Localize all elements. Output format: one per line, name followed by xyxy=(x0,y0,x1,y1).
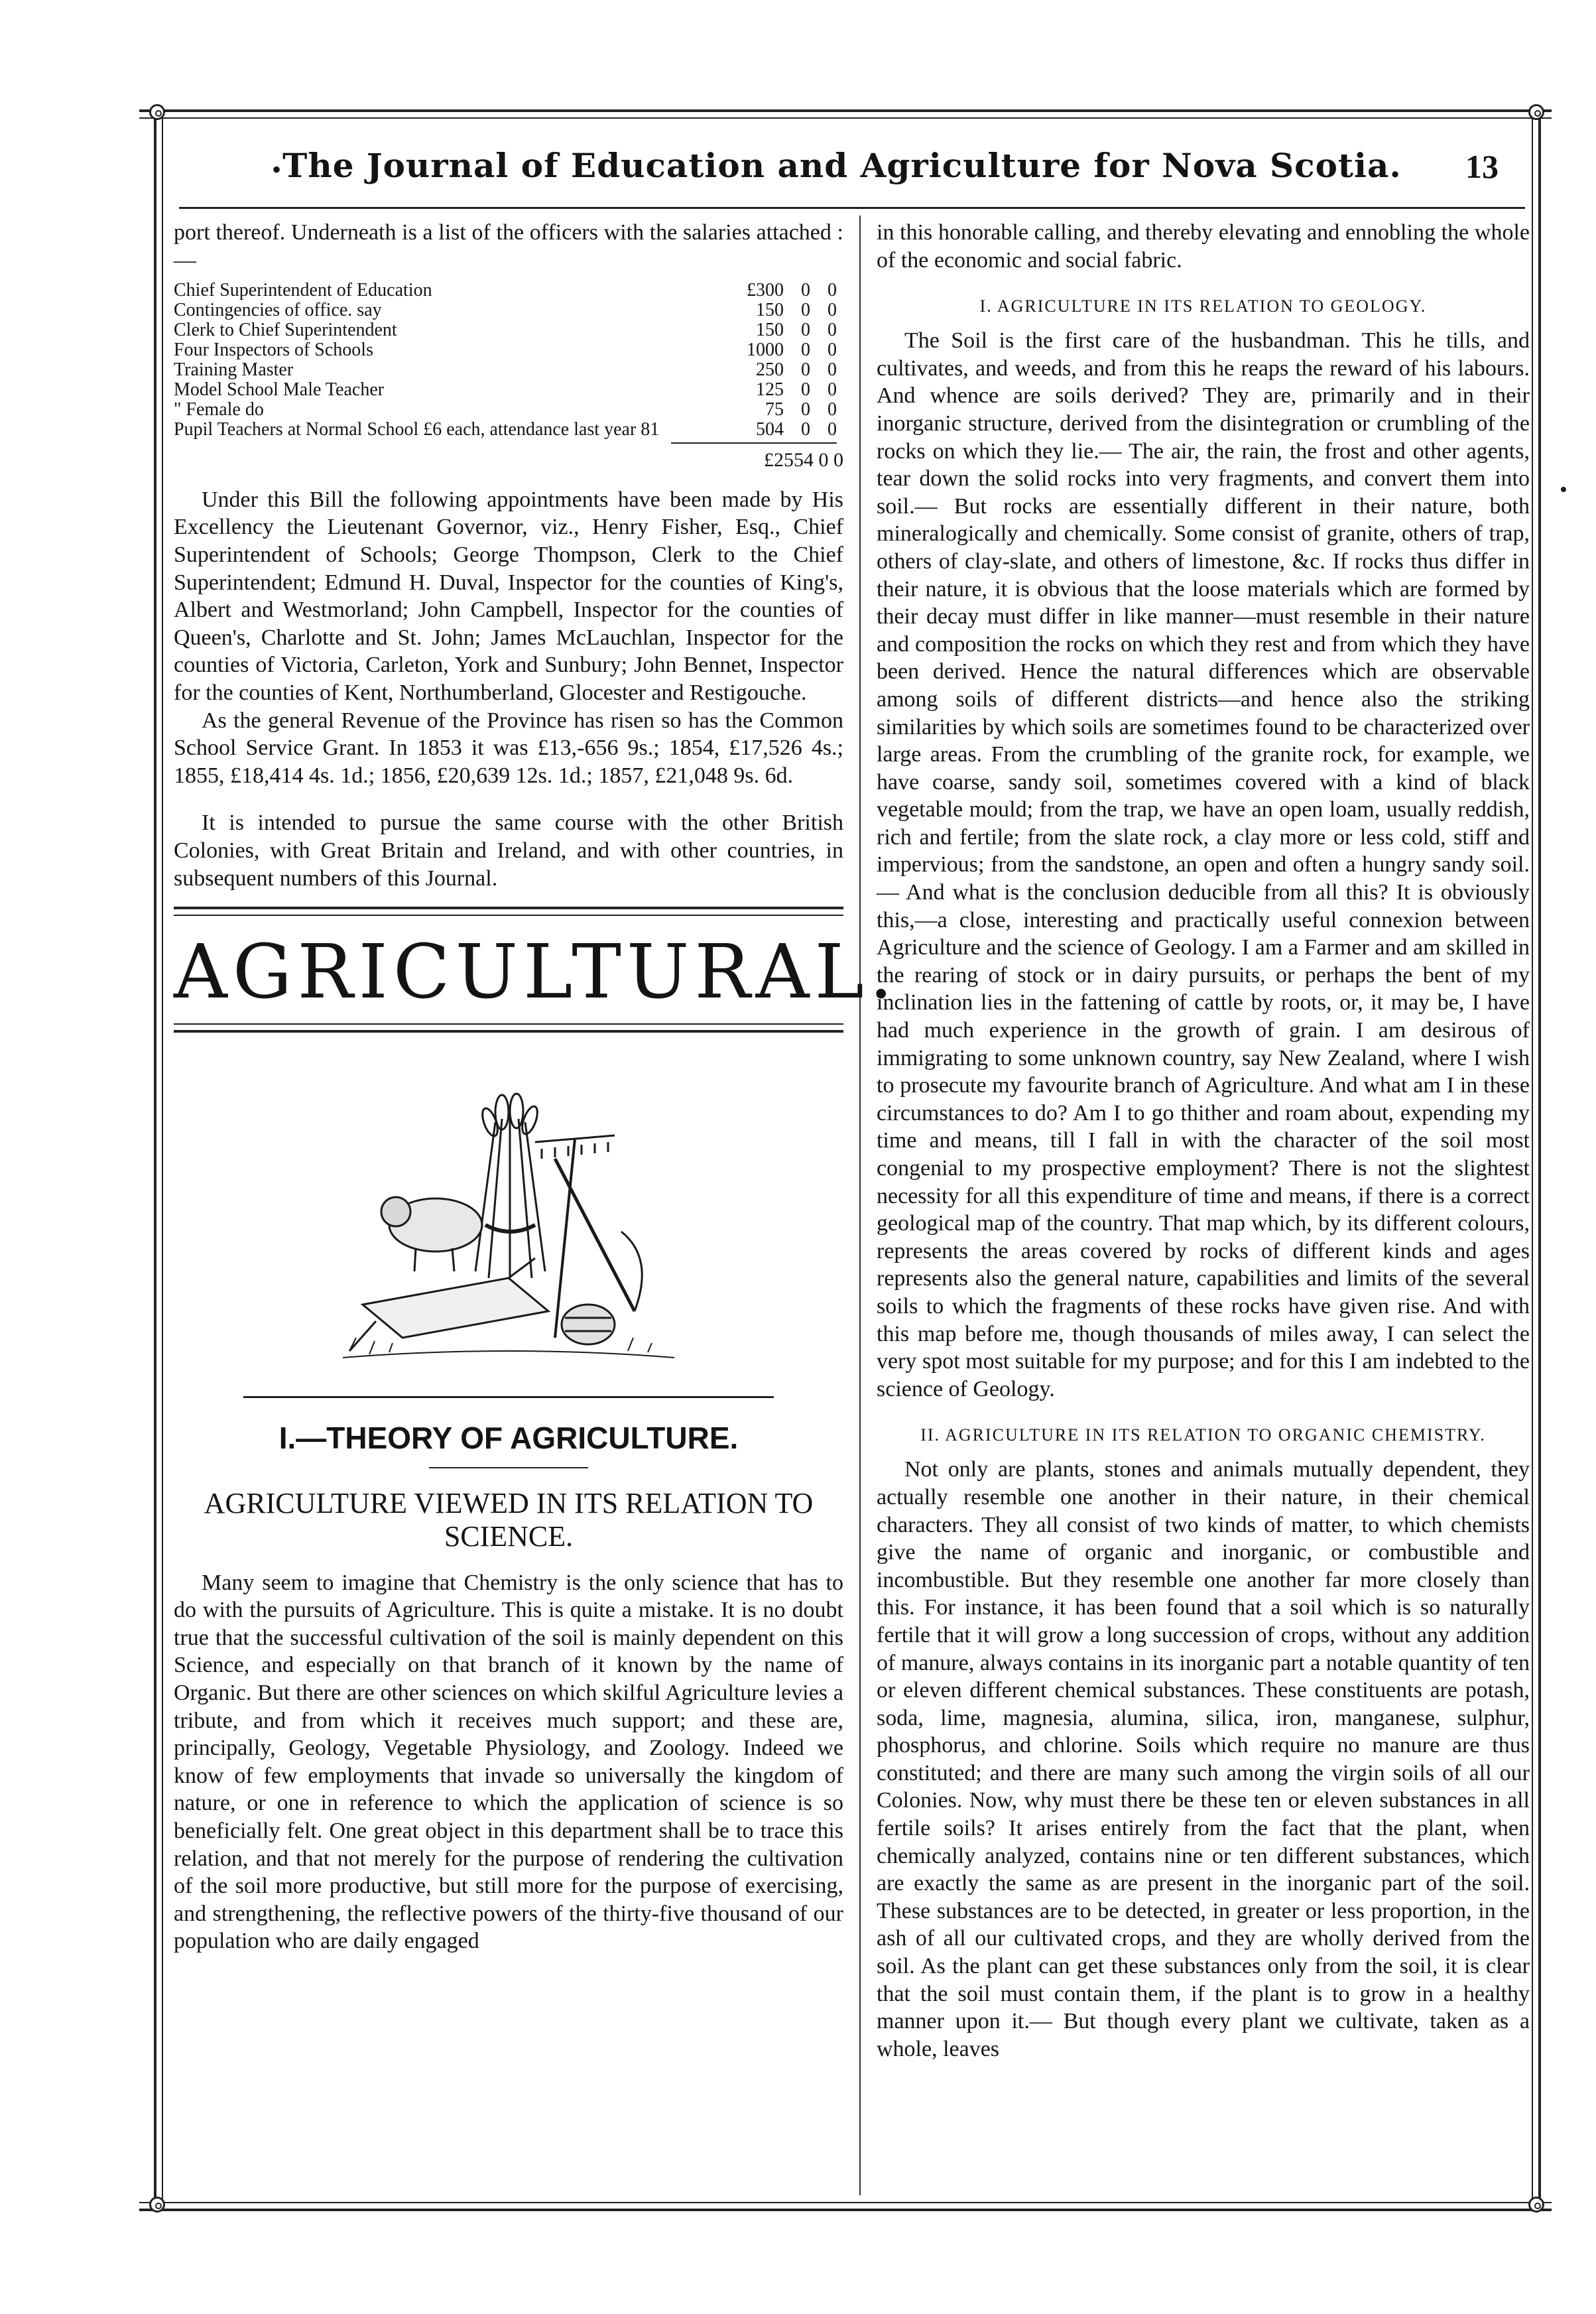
many-seem-paragraph: Many seem to imagine that Chemistry is the only science that has to do with the pursuits of Agriculture. This is quite a mistake. It is no doubt true that the successful cultivation of the soil is mainly dependent on this Science, and especially on that branch of it known by the name of Organic. But there are other sciences on which skilful Agriculture levies a tribute, and from which it receives much support; and these are, principally, Geology, Vegetable Physiology, and Zoology. Indeed we know of few employments that invade so universally the kingdom of nature, or one in reference to which the application of science is so beneficially felt. One great object in this department shall be to trace this relation, and that not merely for the purpose of rendering the cultivation of the soil more productive, but still more for the purpose of exercising, and strengthening, the reflective powers of the thirty-five thousand of our population who are daily engaged xyxy=(174,1570,843,1954)
total-rule xyxy=(671,442,837,444)
shillings-cell: 0 xyxy=(801,340,810,361)
pence-cell: 0 xyxy=(828,399,837,420)
office-cell: " Female do xyxy=(174,399,264,420)
header-rule xyxy=(179,207,1525,209)
table-row xyxy=(174,380,837,400)
shillings-cell: 0 xyxy=(801,280,810,301)
margin-dot: • xyxy=(1560,478,1567,502)
agricultural-vignette-illustration xyxy=(336,1059,681,1371)
head-ornament-dot: • xyxy=(272,155,282,184)
section-title-theory: I.—THEORY OF AGRICULTURE. xyxy=(278,1421,739,1456)
office-cell: Pupil Teachers at Normal School £6 each, attendance last year 81 xyxy=(174,419,660,440)
pence-cell: 0 xyxy=(828,359,837,381)
shillings-cell: 0 xyxy=(801,359,810,381)
page-number: 13 xyxy=(1465,148,1499,185)
pounds-cell: 150 xyxy=(756,300,784,321)
office-cell: Model School Male Teacher xyxy=(174,379,385,401)
pounds-cell: 1000 xyxy=(747,340,784,361)
intended-paragraph: It is intended to pursue the same course with the other British Colonies, with Great Britain and Ireland, and with other countries, in subsequent numbers of this Journal. xyxy=(174,810,843,891)
corner-ornament-top-left xyxy=(149,104,165,120)
appointments-paragraph: Under this Bill the following appointments have been made by His Excellency the Lieutenant Governor, viz., Henry Fisher, Esq., Chief Superintendent of Schools; George Thompson, Clerk to the Chief Superintendent; Edmund H. Duval, Inspector for the counties of King's, Albert and Westmorland; John Campbell, Inspector for the counties of Queen's, Charlotte and St. John; James McLauchlan, Inspector for the counties of Victoria, Carleton, York and Sunbury; John Bennet, Inspector for the counties of Kent, Northumberland, Glocester and Restigouche. xyxy=(174,487,843,705)
office-cell: Training Master xyxy=(174,359,294,381)
pence-cell: 0 xyxy=(828,280,837,301)
corner-ornament-top-right xyxy=(1528,104,1544,120)
table-row xyxy=(174,400,837,420)
section-rule xyxy=(243,1396,774,1398)
pence-cell: 0 xyxy=(828,340,837,361)
table-row xyxy=(174,360,837,380)
banner-rule-bottom xyxy=(174,1023,843,1033)
salary-table xyxy=(174,281,837,440)
shillings-cell: 0 xyxy=(801,399,810,420)
office-cell: Chief Superintendent of Education xyxy=(174,280,432,301)
intro-paragraph: port thereof. Underneath is a list of the officers with the salaries attached :— xyxy=(174,220,843,273)
pounds-cell: 150 xyxy=(756,320,784,341)
left-column xyxy=(174,219,898,1955)
office-cell: Four Inspectors of Schools xyxy=(174,340,373,361)
pence-cell: 0 xyxy=(828,320,837,341)
pounds-cell: 75 xyxy=(765,399,784,420)
frame-right-border xyxy=(1532,109,1541,2205)
frame-bottom-border xyxy=(139,2202,1552,2211)
frame-top-border xyxy=(139,109,1552,119)
corner-ornament-bottom-left xyxy=(149,2197,165,2213)
journal-title: The Journal of Education and Agriculture for Nova Scotia. xyxy=(282,146,1402,185)
agricultural-banner: AGRICULTURAL. xyxy=(174,929,898,1016)
table-row xyxy=(174,300,837,320)
chemistry-paragraph: Not only are plants, stones and animals mutually dependent, they actually resemble one another in their nature, in their chemical characters. They all consist of two kinds of matter, to which chemists give the name of organic and inorganic, or combustible and incombustible. But they resemble one another far more closely than this. For instance, it has been found that a soil which is so naturally fertile that it will grow a long succession of crops, without any addition of manure, always contains in its inorganic part a notable quantity of ten or eleven different chemical substances. These constituents are potash, soda, lime, magnesia, alumina, silica, iron, manganese, sulphur, phosphorus, and chlorine. Soils which require no manure are thus constituted; and there are many such among the virgin soils of all our Colonies. Now, why must there be these ten or eleven substances in all fertile soils? It arises entirely from the fact that the plant, when chemically analyzed, contains nine or ten different substances, which are exactly the same as are present in the inorganic part of the soil. These substances are to be detected, in greater or less proportion, in the ash of all our cultivated crops, and they are wholly derived from the soil. As the plant can get these substances only from the soil, it is clear that the soil must contain them, if the plant is to grow in a healthy manner upon it.— But though every plant we cultivate, taken as a whole, leaves xyxy=(877,1457,1530,2061)
shillings-cell: 0 xyxy=(801,300,810,321)
corner-ornament-bottom-right xyxy=(1528,2197,1544,2213)
banner-rule-top xyxy=(174,907,843,916)
subsection-title: AGRICULTURE VIEWED IN ITS RELATION TO SCIENCE. xyxy=(204,1486,814,1553)
column-divider xyxy=(859,216,861,2195)
shillings-cell: 0 xyxy=(801,320,810,341)
right-column xyxy=(877,219,1530,2063)
continued-paragraph: in this honorable calling, and thereby elevating and ennobling the whole of the economic and social fabric. xyxy=(877,220,1530,273)
pence-cell: 0 xyxy=(828,419,837,440)
office-cell: Clerk to Chief Superintendent xyxy=(174,320,397,341)
pounds-cell: 504 xyxy=(756,419,784,440)
section-short-rule xyxy=(429,1467,588,1468)
soil-paragraph: The Soil is the first care of the husbandman. This he tills, and cultivates, and weeds, and from this he reaps the reward of his labours. And whence are soils derived? They are, primarily and in their inorganic structure, derived from the disintegration or crumbling of the rocks on which they lie.— The air, the rain, the frost and other agents, tear down the solid rocks into very fragments, and convert them into soil.— But rocks are essentially different in their nature, both mineralogically and chemically. Some consist of granite, others of trap, others of clay-slate, and others of limestone, &c. If rocks thus differ in their nature, it is obvious that the loose materials which are formed by their decay must differ in like manner—must resemble in their nature and composition the rocks on which they rest and from which they have been derived. Hence the natural differences which are observable among soils of different districts—and hence also the striking similarities by which soils are sometimes found to be characterized over large areas. From the crumbling of the granite rock, for example, we have coarse, sandy soil, sometimes covered with a kind of black vegetable mould; from the trap, we have an open loam, usually reddish, rich and fertile; from the slate rock, a clay more or less cold, stiff and impervious; from the sandstone, an open and often a hungry sandy soil.— And what is the conclusion deducible from all this? It is obviously this,—a close, interesting and practically useful connexion between Agriculture and the science of Geology. I am a Farmer and am skilled in the rearing of stock or in dairy pursuits, or perhaps the bent of my inclination lies in the fattening of cattle by roots, or, it may be, I have had much experience in the growth of grain. I am desirous of immigrating to some unknown country, say New Zealand, where I wish to prosecute my favourite branch of Agriculture. And what am I in these circumstances to do? Am I to go thither and roam about, expending my time and means, till I fall in with the character of the soil most congenial to my prospective employment? There is not the slightest necessity for all this expenditure of time and means, if there is a correct geological map of the country. That map which, by its different colours, represents the areas covered by rocks of different kinds and ages represents also the general nature, capabilities and limits of the several soils to which the fragments of these rocks have given rise. And with this map before me, though thousands of miles away, I can select the very spot most suitable for my purpose; and for this I am indebted to the science of Geology. xyxy=(877,328,1530,1401)
heading-organic-chemistry: II. AGRICULTURE IN ITS RELATION TO ORGANIC CHEMISTRY. xyxy=(920,1425,1486,1445)
shillings-cell: 0 xyxy=(801,379,810,401)
table-row xyxy=(174,420,837,440)
table-row xyxy=(174,340,837,360)
heading-geology: I. AGRICULTURE IN ITS RELATION TO GEOLOGY. xyxy=(979,296,1427,316)
shillings-cell: 0 xyxy=(801,419,810,440)
running-head xyxy=(179,139,1505,199)
pounds-cell: £300 xyxy=(747,280,784,301)
pounds-cell: 125 xyxy=(756,379,784,401)
office-cell: Contingencies of office. say xyxy=(174,300,382,321)
frame-left-border xyxy=(154,109,163,2205)
pence-cell: 0 xyxy=(828,300,837,321)
salary-total: £2554 0 0 xyxy=(764,449,843,472)
pounds-cell: 250 xyxy=(756,359,784,381)
pence-cell: 0 xyxy=(828,379,837,401)
table-row xyxy=(174,320,837,340)
revenue-paragraph: As the general Revenue of the Province has risen so has the Common School Service Grant. In 1853 it was £13,-656 9s.; 1854, £17,526 4s.; 1855, £18,414 4s. 1d.; 1856, £20,639 12s. 1d.; 1857, £21,048 9s. 6d. xyxy=(174,708,843,788)
table-row xyxy=(174,281,837,300)
